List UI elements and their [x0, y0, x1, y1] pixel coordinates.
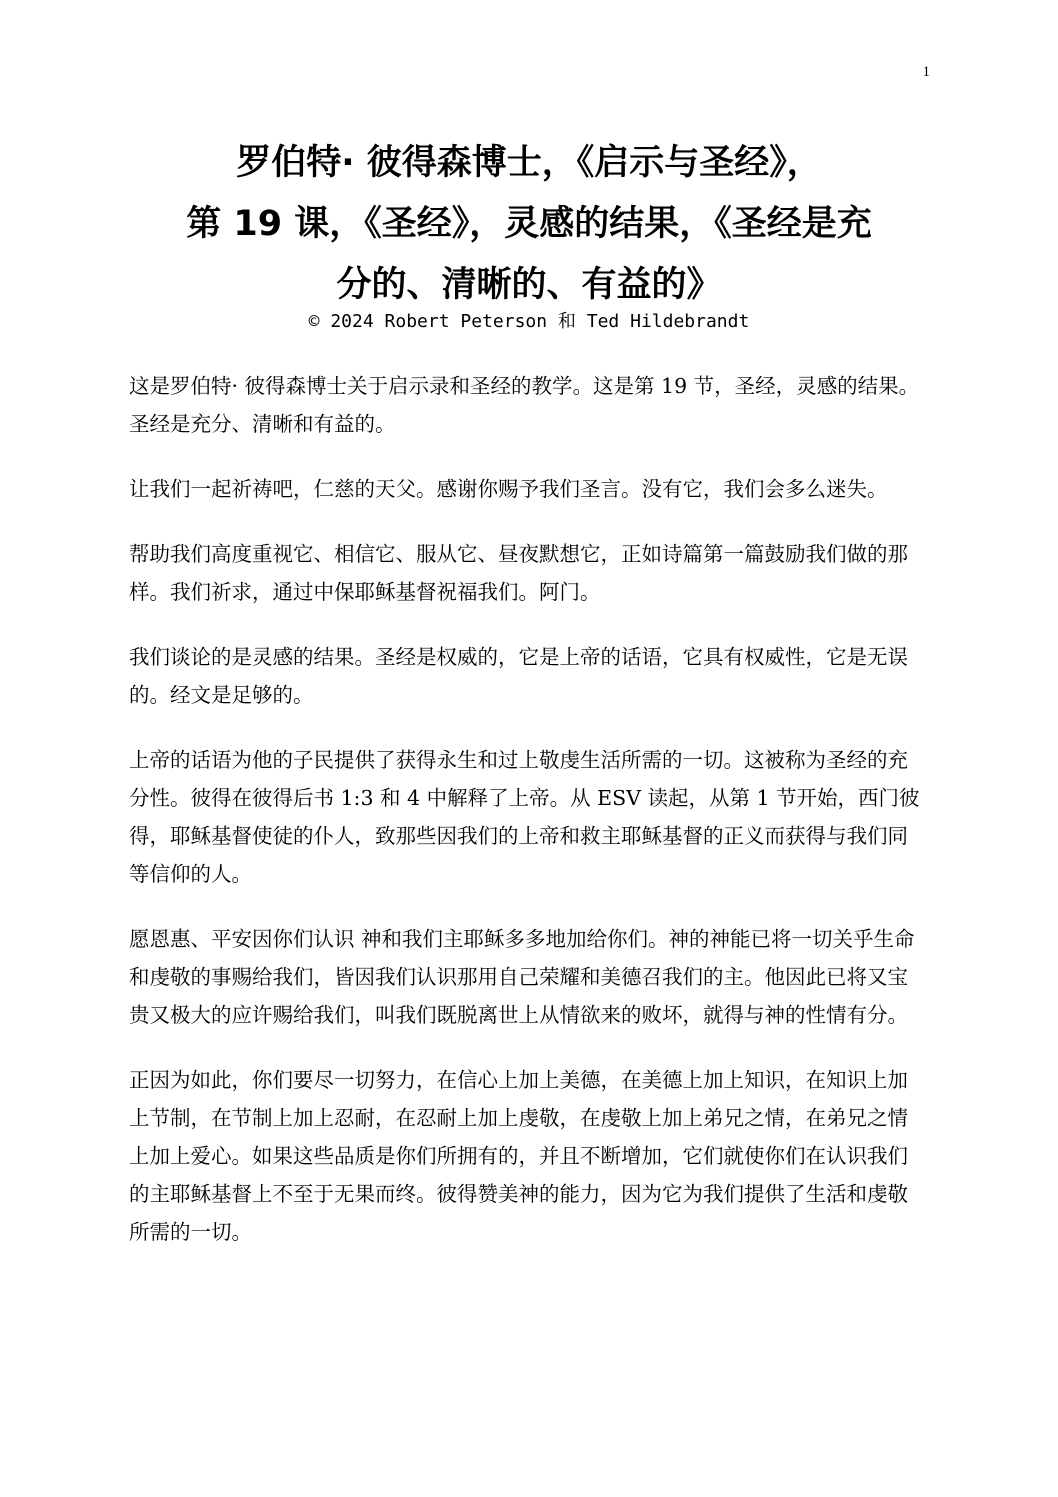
paragraph: 我们谈论的是灵感的结果。圣经是权威的，它是上帝的话语，它具有权威性，它是无误的。经文是足够的。: [129, 645, 908, 707]
title-line: 分的、清晰的、有益的》: [336, 265, 722, 305]
paragraph: 这是罗伯特· 彼得森博士关于启示录和圣经的教学。这是第 19 节，圣经，灵感的结果。圣经是充分、清晰和有益的。: [129, 374, 920, 436]
title-line: 罗伯特· 彼得森博士，《启示与圣经》，: [236, 143, 822, 183]
paragraph: 正因为如此，你们要尽一切努力，在信心上加上美德，在美德上加上知识，在知识上加上节制，在节制上加上忍耐，在忍耐上加上虔敬，在虔敬上加上弟兄之情，在弟兄之情上加上爱心。如果这些品质是你们所拥有的，并且不断增加，它们就使你们在认识我们的主耶稣基督上不至于无果而终。彼得赞美神的能力，因为它为我们提供了生活和虔敬所需的一切。: [129, 1068, 908, 1244]
paragraph: 帮助我们高度重视它、相信它、服从它、昼夜默想它，正如诗篇第一篇鼓励我们做的那样。我们祈求，通过中保耶稣基督祝福我们。阿门。: [129, 542, 908, 604]
title-line: 第 19 课，《圣经》，灵感的结果，《圣经是充: [186, 204, 872, 244]
document-body: [129, 367, 927, 1278]
page-title: [120, 133, 938, 316]
paragraph: 愿恩惠、平安因你们认识 神和我们主耶稣多多地加给你们。神的神能已将一切关乎生命和虔敬的事赐给我们，皆因我们认识那用自己荣耀和美德召我们的主。他因此已将又宝贵又极大的应许赐给我们，叫我们既脱离世上从情欲来的败坏，就得与神的性情有分。: [129, 927, 915, 1027]
paragraph: 上帝的话语为他的子民提供了获得永生和过上敬虔生活所需的一切。这被称为圣经的充分性。彼得在彼得后书 1:3 和 4 中解释了上帝。从 ESV 读起，从第 1 节开始，西门彼得，耶稣基督使徒的仆人，致那些因我们的上帝和救主耶稣基督的正义而获得与我们同等信仰的人。: [129, 748, 920, 886]
copyright-notice: © 2024 Robert Peterson 和 Ted Hildebrandt: [308, 311, 750, 332]
page-number: 1: [922, 64, 930, 80]
paragraph: 让我们一起祈祷吧，仁慈的天父。感谢你赐予我们圣言。没有它，我们会多么迷失。: [129, 477, 888, 501]
